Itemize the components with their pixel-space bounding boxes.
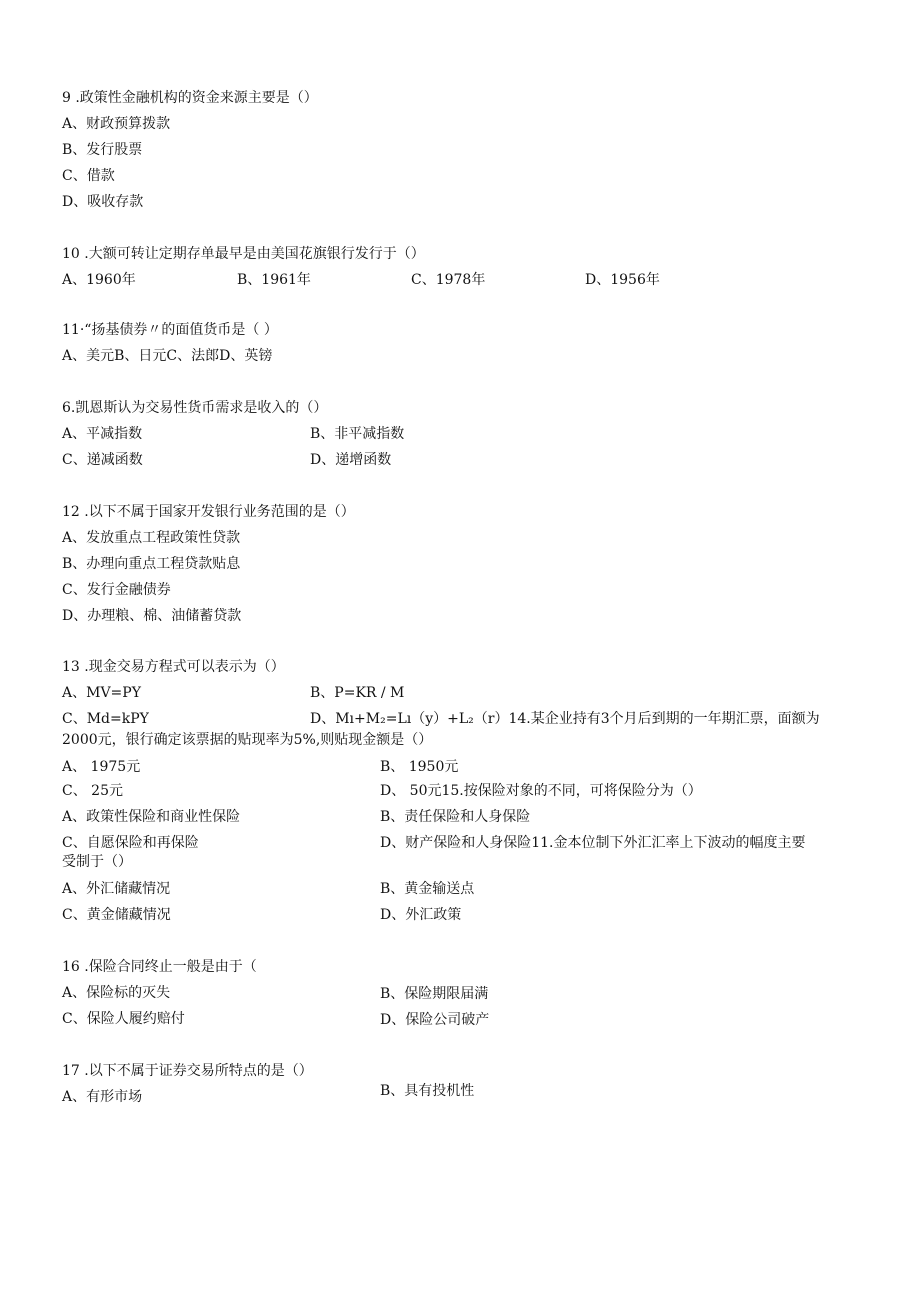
option-c: C、发行金融债券	[62, 582, 171, 598]
option-b: B、办理向重点工程贷款贴息	[62, 556, 241, 572]
question-stem: 10 .大额可转让定期存单最早是由美国花旗银行发行于（）	[62, 246, 425, 262]
question-stem: 6.凯恩斯认为交易性货币需求是收入的（）	[62, 400, 328, 416]
option-c: C、黄金储藏情况	[62, 907, 171, 923]
option-c: C、借款	[62, 168, 115, 184]
option-d: D、Mı+M₂=Lı（y）+L₂（r）14.某企业持有3个月后到期的一年期汇票，面额为	[310, 711, 820, 727]
option-a: A、 1975元	[62, 759, 141, 775]
option-d: D、吸收存款	[62, 194, 144, 210]
option-d: D、1956年	[585, 272, 660, 288]
question-stem: 13 .现金交易方程式可以表示为（）	[62, 659, 285, 675]
option-a: A、1960年	[62, 272, 136, 288]
option-d: D、保险公司破产	[380, 1012, 490, 1028]
option-b: B、非平减指数	[310, 426, 405, 442]
option-b: B、P=KR / M	[310, 685, 405, 701]
option-a: A、外汇储藏情况	[62, 881, 171, 897]
question-stem: 11·“扬基债券〃的面值货币是（ ）	[62, 322, 278, 338]
option-b: B、责任保险和人身保险	[380, 809, 531, 825]
option-d: D、 50元15.按保险对象的不同，可将保险分为（）	[380, 783, 702, 799]
option-c: C、 25元	[62, 783, 123, 799]
option-a: A、政策性保险和商业性保险	[62, 809, 241, 825]
option-b: B、保险期限届满	[380, 986, 489, 1002]
option-c: C、自愿保险和再保险	[62, 835, 199, 851]
option-d: D、财产保险和人身保险11.金本位制下外汇汇率上下波动的幅度主要	[380, 835, 806, 851]
option-a: A、有形市场	[62, 1089, 143, 1105]
option-c: C、递减函数	[62, 452, 143, 468]
option-a: A、平减指数	[62, 426, 143, 442]
option-d: D、递增函数	[310, 452, 392, 468]
option-d: D、办理粮、棉、油储蓄贷款	[62, 608, 242, 624]
question-stem: 17 .以下不属于证券交易所特点的是（）	[62, 1063, 313, 1079]
option-b: B、1961年	[237, 272, 311, 288]
option-b: B、黄金输送点	[380, 881, 475, 897]
option-c: C、保险人履约赔付	[62, 1011, 185, 1027]
option-c: C、1978年	[411, 272, 486, 288]
question-11-stem-continued: 受制于（）	[62, 854, 132, 870]
option-b: B、具有投机性	[380, 1083, 475, 1099]
option-row: A、美元B、日元C、法郎D、英镑	[62, 348, 273, 364]
option-a: A、保险标的灭失	[62, 985, 171, 1001]
option-b: B、发行股票	[62, 142, 143, 158]
option-b: B、 1950元	[380, 759, 459, 775]
question-stem: 16 .保险合同终止一般是由于（	[62, 959, 257, 975]
option-c: C、Md=kPY	[62, 711, 149, 727]
option-a: A、发放重点工程政策性贷款	[62, 530, 241, 546]
question-14-stem-continued: 2000元，银行确定该票据的贴现率为5%,则贴现金额是（）	[62, 732, 433, 748]
option-a: A、MV=PY	[62, 685, 141, 701]
option-a: A、财政预算拨款	[62, 116, 171, 132]
option-d: D、外汇政策	[380, 907, 462, 923]
question-stem: 12 .以下不属于国家开发银行业务范围的是（）	[62, 504, 355, 520]
question-stem: 9 .政策性金融机构的资金来源主要是（）	[62, 90, 318, 106]
